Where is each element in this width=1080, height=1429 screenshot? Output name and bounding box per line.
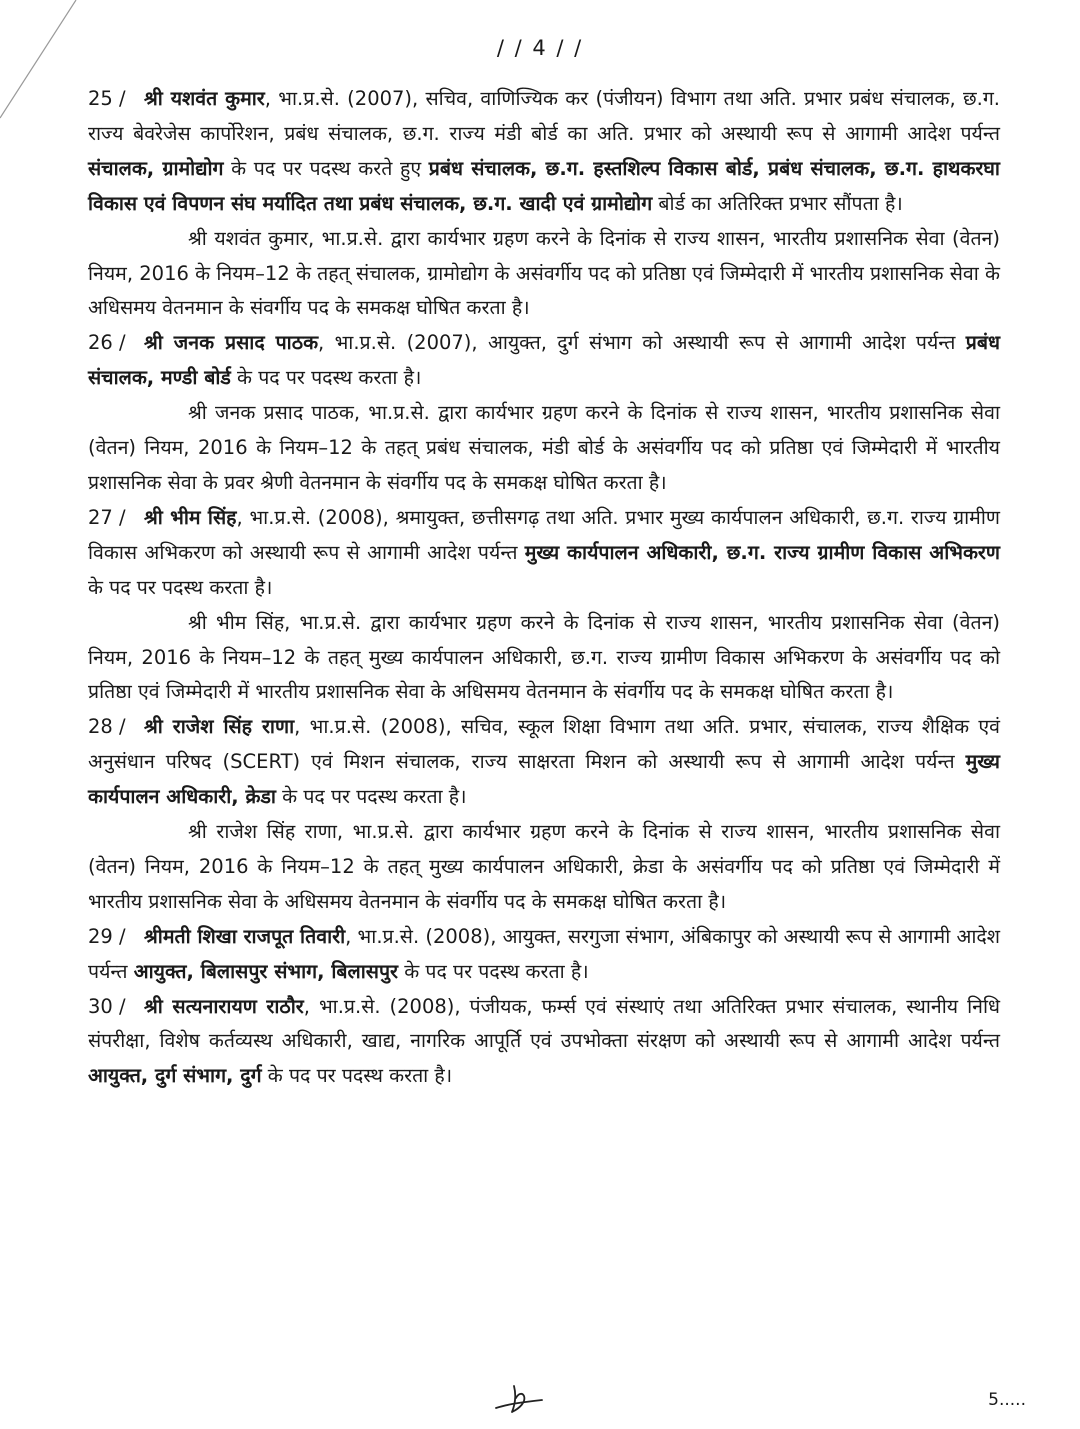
entry-note-paragraph: श्री यशवंत कुमार, भा.प्र.से. द्वारा कार्यभार ग्रहण करने के दिनांक से राज्य शासन, भारतीय प्रशासनिक सेवा (वेतन) नियम, 2016 के नियम–12 के तहत् संचालक, ग्रामोद्योग के असंवर्गीय पद को प्रतिष्ठा एवं जिम्मेदारी में भारतीय प्रशासनिक सेवा के अधिसमय वेतनमान के संवर्गीय पद के समकक्ष घोषित करता है। <box>88 226 1000 320</box>
officer-name: श्री जनक प्रसाद पाठक <box>144 331 319 355</box>
posting-title: संचालक, ग्रामोद्योग <box>88 156 224 180</box>
posting-title: आयुक्त, बिलासपुर संभाग, बिलासपुर <box>133 959 399 983</box>
entry-text: के पद पर पदस्थ करता है। <box>398 959 589 983</box>
entry-number: 27 / <box>88 505 126 529</box>
entry-text: के पद पर पदस्थ करता है। <box>261 1064 453 1088</box>
entry-text: के पद पर पदस्थ करते हुए <box>223 156 429 180</box>
entry-number: 28 / <box>88 715 126 739</box>
entry-note-paragraph: श्री जनक प्रसाद पाठक, भा.प्र.से. द्वारा कार्यभार ग्रहण करने के दिनांक से राज्य शासन, भारतीय प्रशासनिक सेवा (वेतन) नियम, 2016 के नियम–12 के तहत् प्रबंध संचालक, मंडी बोर्ड के असंवर्गीय पद को प्रतिष्ठा एवं जिम्मेदारी में भारतीय प्रशासनिक सेवा के प्रवर श्रेणी वेतनमान के संवर्गीय पद के समकक्ष घोषित करता है। <box>88 401 1000 494</box>
entry-note-paragraph: श्री राजेश सिंह राणा, भा.प्र.से. द्वारा कार्यभार ग्रहण करने के दिनांक से राज्य शासन, भारतीय प्रशासनिक सेवा (वेतन) नियम, 2016 के नियम–12 के तहत् मुख्य कार्यपालन अधिकारी, क्रेडा के असंवर्गीय पद को प्रतिष्ठा एवं जिम्मेदारी में भारतीय प्रशासनिक सेवा के अधिसमय वेतनमान के संवर्गीय पद के समकक्ष घोषित करता है। <box>88 820 1000 913</box>
page-number: / / 4 / / <box>496 36 584 60</box>
entry-main-paragraph <box>88 326 1000 396</box>
posting-title: मुख्य कार्यपालन अधिकारी, क्रेडा <box>88 750 1000 809</box>
entry-text: , भा.प्र.से. (2007), सचिव, वाणिज्यिक कर (पंजीयन) विभाग तथा अति. प्रभार प्रबंध संचालक, छ.ग. राज्य बेवरेजेस कार्पोरेशन, प्रबंध संचालक, छ.ग. राज्य मंडी बोर्ड का अति. प्रभार को अस्थायी रूप से आगामी आदेश पर्यन्त <box>88 87 1000 145</box>
order-entry <box>88 501 1000 710</box>
entry-text: , भा.प्र.से. (2007), आयुक्त, दुर्ग संभाग को अस्थायी रूप से आगामी आदेश पर्यन्त <box>318 331 966 355</box>
entry-main-paragraph <box>88 710 1000 815</box>
entry-text: के पद पर पदस्थ करता है। <box>230 366 422 390</box>
entry-number: 26 / <box>88 331 126 355</box>
entry-main-paragraph <box>88 501 1000 606</box>
entry-main-paragraph <box>88 920 1000 990</box>
order-entry <box>88 82 1000 326</box>
posting-title: प्रबंध संचालक, मण्डी बोर्ड <box>88 331 1000 390</box>
entry-number: 29 / <box>88 924 126 948</box>
order-body <box>88 82 1000 1094</box>
order-entry <box>88 920 1000 990</box>
entry-number: 30 / <box>88 994 126 1018</box>
order-entry <box>88 326 1000 501</box>
order-entry <box>88 990 1000 1095</box>
entry-text: , भा.प्र.से. (2008), पंजीयक, फर्म्स एवं संस्थाएं तथा अतिरिक्त प्रभार संचालक, स्थानीय निधि संपरीक्षा, विशेष कर्तव्यस्थ अधिकारी, खाद्य, नागरिक आपूर्ति एवं उपभोक्ता संरक्षण को अस्थायी रूप से आगामी आदेश पर्यन्त <box>88 994 1000 1053</box>
entry-text: बोर्ड का अतिरिक्त प्रभार सौंपता है। <box>652 191 903 215</box>
entry-text: , भा.प्र.से. (2008), आयुक्त, सरगुजा संभाग, अंबिकापुर को अस्थायी रूप से आगामी आदेश पर्यन्त <box>88 924 1000 983</box>
officer-name: श्री भीम सिंह <box>144 505 237 529</box>
entry-note-paragraph: श्री भीम सिंह, भा.प्र.से. द्वारा कार्यभार ग्रहण करने के दिनांक से राज्य शासन, भारतीय प्रशासनिक सेवा (वेतन) नियम, 2016 के नियम–12 के तहत् मुख्य कार्यपालन अधिकारी, छ.ग. राज्य ग्रामीण विकास अभिकरण के असंवर्गीय पद को प्रतिष्ठा एवं जिम्मेदारी में भारतीय प्रशासनिक सेवा के अधिसमय वेतनमान के संवर्गीय पद के समकक्ष घोषित करता है। <box>88 610 1000 704</box>
posting-title: प्रबंध संचालक, छ.ग. हस्तशिल्प विकास बोर्ड, प्रबंध संचालक, छ.ग. हाथकरघा विकास एवं विपणन संघ मर्यादित तथा प्रबंध संचालक, छ.ग. खादी एवं ग्रामोद्योग <box>88 156 1000 215</box>
entry-text: के पद पर पदस्थ करता है। <box>88 575 273 599</box>
entry-text: , भा.प्र.से. (2008), श्रमायुक्त, छत्तीसगढ़ तथा अति. प्रभार मुख्य कार्यपालन अधिकारी, छ.ग. राज्य ग्रामीण विकास अभिकरण को अस्थायी रूप से आगामी आदेश पर्यन्त <box>88 505 1000 564</box>
continued-marker: 5..... <box>988 1390 1026 1410</box>
entry-text: के पद पर पदस्थ करता है। <box>275 785 467 809</box>
posting-title: आयुक्त, दुर्ग संभाग, दुर्ग <box>88 1064 262 1088</box>
order-entry <box>88 710 1000 919</box>
officer-name: श्री सत्यनारायण राठौर <box>144 994 304 1018</box>
officer-name: श्री राजेश सिंह राणा <box>144 715 295 739</box>
officer-name: श्री यशवंत कुमार <box>144 87 265 110</box>
signature-initial <box>490 1378 550 1418</box>
posting-title: मुख्य कार्यपालन अधिकारी, छ.ग. राज्य ग्रामीण विकास अभिकरण <box>524 540 1001 564</box>
entry-text: , भा.प्र.से. (2008), सचिव, स्कूल शिक्षा विभाग तथा अति. प्रभार, संचालक, राज्य शैक्षिक एवं अनुसंधान परिषद (SCERT) एवं मिशन संचालक, राज्य साक्षरता मिशन को अस्थायी रूप से आगामी आदेश पर्यन्त <box>88 715 1001 774</box>
entry-number: 25 / <box>88 87 126 110</box>
entry-main-paragraph <box>88 990 1000 1095</box>
entry-main-paragraph <box>88 82 1000 222</box>
officer-name: श्रीमती शिखा राजपूत तिवारी <box>144 924 346 948</box>
